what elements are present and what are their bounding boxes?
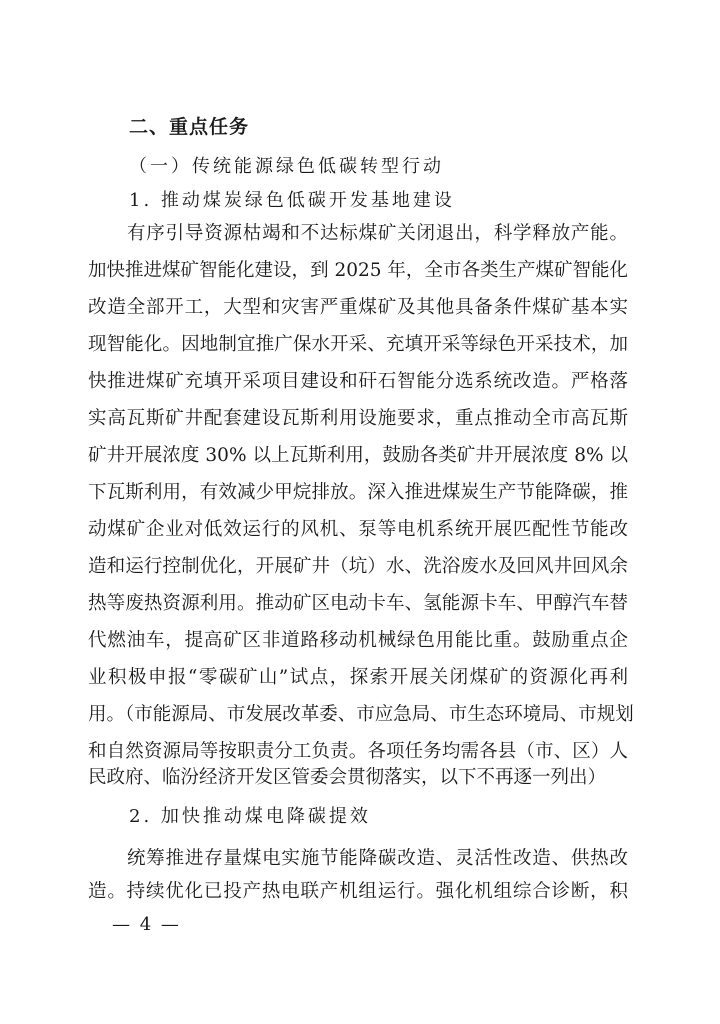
- paragraph-line: 用。（市能源局、市发展改革委、市应急局、市生态环境局、市规划: [88, 704, 634, 725]
- paragraph-line: 热等废热资源利用。推动矿区电动卡车、氢能源卡车、甲醇汽车替: [88, 593, 628, 614]
- paragraph-line: 实高瓦斯矿井配套建设瓦斯利用设施要求，重点推动全市高瓦斯: [88, 408, 628, 429]
- section-heading: 二、重点任务: [129, 116, 250, 138]
- item-heading-2: 2. 加快推动煤电降碳提效: [129, 806, 371, 827]
- paragraph-line: 代燃油车，提高矿区非道路移动机械绿色用能比重。鼓励重点企: [88, 630, 628, 651]
- paragraph-line: 和自然资源局等按职责分工负责。各项任务均需各县（市、区）人: [88, 741, 628, 762]
- paragraph-line: 改造全部开工，大型和灾害严重煤矿及其他具备条件煤矿基本实: [88, 297, 628, 318]
- paragraph-line: 民政府、临汾经济开发区管委会贯彻落实，以下不再逐一列出）: [88, 767, 607, 788]
- paragraph-line: 业积极申报“零碳矿山”试点，探索开展关闭煤矿的资源化再利: [88, 667, 628, 688]
- subsection-heading: （一）传统能源绿色低碳转型行动: [129, 156, 444, 177]
- paragraph-line: 动煤矿企业对低效运行的风机、泵等电机系统开展匹配性节能改: [88, 519, 628, 540]
- page-number: — 4 —: [112, 914, 181, 935]
- paragraph-line: 造和运行控制优化，开展矿井（坑）水、洗浴废水及回风井回风余: [88, 556, 628, 577]
- paragraph-line: 下瓦斯利用，有效减少甲烷排放。深入推进煤炭生产节能降碳，推: [88, 482, 628, 503]
- paragraph-line: 矿井开展浓度 30% 以上瓦斯利用，鼓励各类矿井开展浓度 8% 以: [88, 445, 628, 466]
- paragraph-line: 统筹推进存量煤电实施节能降碳改造、灵活性改造、供热改: [127, 848, 628, 869]
- paragraph-line: 现智能化。因地制宜推广保水开采、充填开采等绿色开采技术，加: [88, 334, 628, 355]
- paragraph-line: 有序引导资源枯竭和不达标煤矿关闭退出，科学释放产能。: [127, 223, 628, 244]
- paragraph-line: 快推进煤矿充填开采项目建设和矸石智能分选系统改造。严格落: [88, 371, 628, 392]
- paragraph-line: 加快推进煤矿智能化建设，到 2025 年，全市各类生产煤矿智能化: [88, 260, 628, 281]
- item-heading-1: 1. 推动煤炭绿色低碳开发基地建设: [129, 190, 455, 211]
- paragraph-line: 造。持续优化已投产热电联产机组运行。强化机组综合诊断，积: [88, 881, 628, 902]
